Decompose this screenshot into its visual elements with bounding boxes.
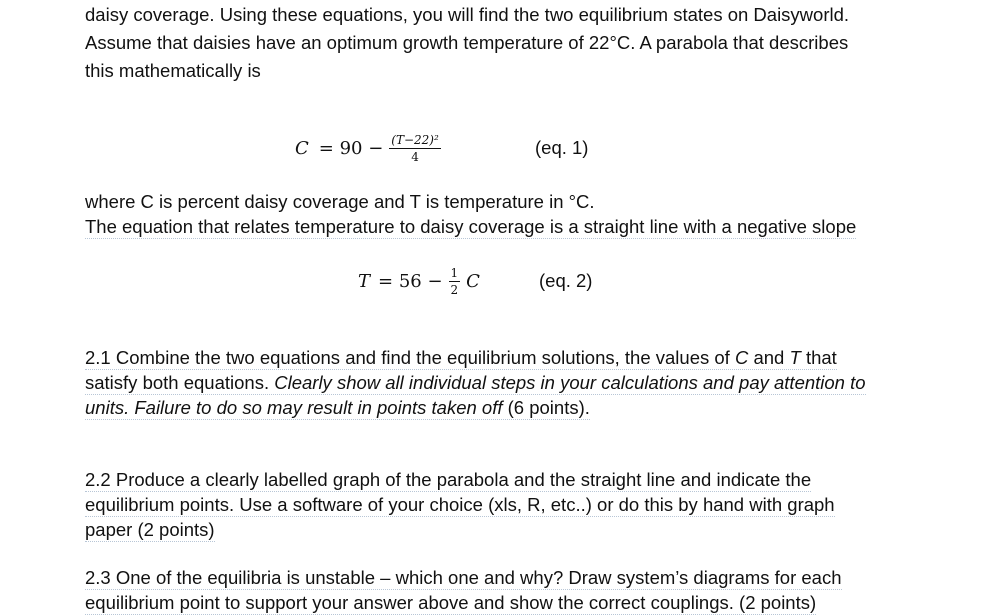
eq2-label: (eq. 2) [539,270,593,291]
q21-text-end: that [800,347,837,368]
relation-line-wrap [85,216,856,238]
q22-line-2-text: equilibrium points. Use a software of your choice (xls, R, etc..) or do this by hand with graph [85,494,835,515]
intro-line-3: this mathematically is [85,60,261,81]
eq1-denominator: 4 [411,149,419,164]
eq2-equals: = 56 − [378,270,443,292]
q21-line-2-italic: Clearly show all individual steps in your calculations and pay attention to [274,372,866,393]
q21-line-3-plain: (6 points). [502,397,590,418]
eq2-fraction [449,266,461,297]
q23-line-1 [85,567,842,589]
q21-line-3-italic: units. Failure to do so may result in points taken off [85,397,503,418]
q21-line-1 [85,347,837,369]
q21-line-3 [85,397,590,419]
intro-line-1: daisy coverage. Using these equations, you will find the two equilibrium states on Daisyworld. [85,4,850,25]
eq1-numerator: (T−22)² [391,132,439,147]
q23-line-2 [85,592,816,614]
eq1-fraction [389,133,441,164]
q21-line-2 [85,372,866,394]
q21-text-a: 2.1 Combine the two equations and find the equilibrium solutions, the values of [85,347,735,368]
q22-line-2 [85,494,835,516]
equation-2 [358,262,480,300]
eq1-equals: = 90 − [318,137,384,159]
q21-line-2-text [85,372,866,395]
q22-line-3-text: paper (2 points) [85,519,215,540]
q21-line-2-plain: satisfy both equations. [85,372,275,393]
q23-line-1-text: 2.3 One of the equilibria is unstable – which one and why? Draw system’s diagrams for each [85,567,842,588]
equation-1 [295,128,447,168]
eq2-var: C [466,270,480,292]
where-line: where C is percent daisy coverage and T is temperature in °C. [85,191,595,212]
q22-line-1 [85,469,811,491]
eq2-denominator: 2 [450,282,459,297]
q23-line-2-text: equilibrium point to support your answer above and show the correct couplings. (2 points) [85,592,817,613]
relation-line: The equation that relates temperature to daisy coverage is a straight line with a negative slope [85,216,857,237]
q21-and: and [748,347,790,368]
q21-line-1-text [85,347,837,370]
q21-line-3-text [85,397,590,420]
eq2-lhs: T [358,270,371,292]
eq1-label: (eq. 1) [535,137,589,158]
q22-line-1-text: 2.2 Produce a clearly labelled graph of the parabola and the straight line and indicate the [85,469,812,490]
eq1-lhs: C [295,137,309,159]
intro-line-2: Assume that daisies have an optimum growth temperature of 22°C. A parabola that describes [85,32,849,53]
q21-var-t: T [789,347,801,368]
eq2-numerator: 1 [450,265,459,280]
q22-line-3 [85,519,215,541]
q21-var-c: C [734,347,749,368]
